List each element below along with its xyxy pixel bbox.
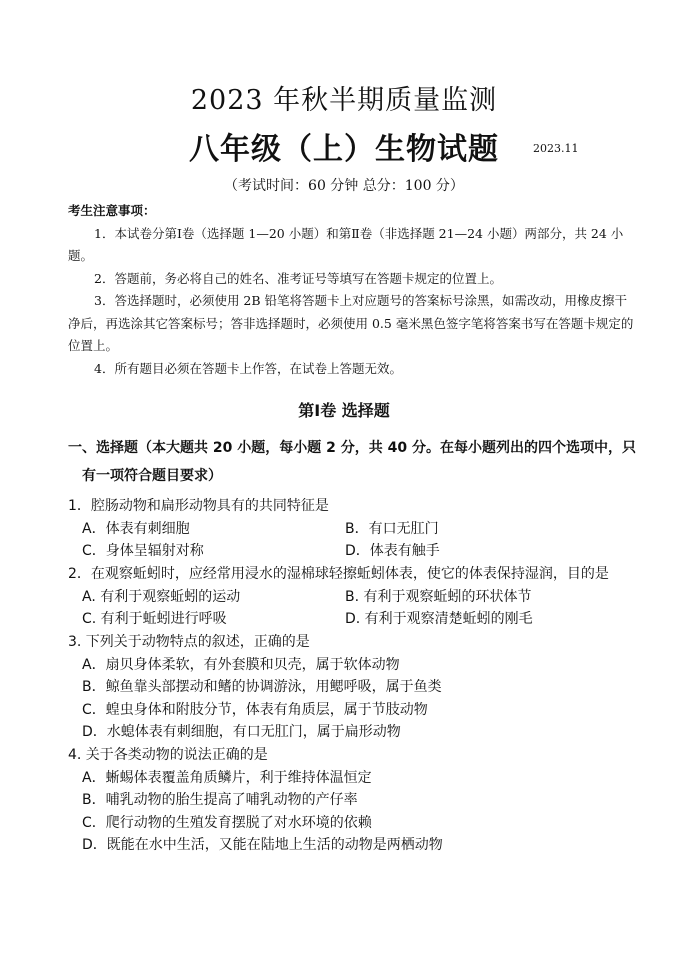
section-title: 第Ⅰ卷 选择题 <box>298 401 390 420</box>
exam-subtitle: 八年级（上）生物试题 <box>189 132 499 167</box>
exam-title: 2023 年秋半期质量监测 <box>190 85 498 116</box>
notice-item-2: 2．答题前，务必将自己的姓名、准考证号等填写在答题卡规定的位置上。 <box>94 270 502 286</box>
question-stem: 1．腔肠动物和扁形动物具有的共同特征是 <box>68 498 329 514</box>
question-1 <box>68 495 638 563</box>
question-2 <box>68 563 638 631</box>
option-c: C．蝗虫身体和附肢分节，体表有角质层，属于节肢动物 <box>82 701 428 718</box>
option-a: A．蜥蜴体表覆盖角质鳞片，利于维持体温恒定 <box>82 769 372 786</box>
option-b: B．哺乳动物的胎生提高了哺乳动物的产仔率 <box>82 792 358 808</box>
option-c: C. 有利于蚯蚓进行呼吸 <box>82 611 227 627</box>
option-a: A．体表有刺细胞 <box>82 520 190 537</box>
option-row <box>68 608 638 631</box>
part-heading <box>68 434 638 490</box>
notice-block <box>68 200 636 380</box>
question-stem: 3. 下列关于动物特点的叙述，正确的是 <box>68 634 310 650</box>
exam-date: 2023.11 <box>533 142 579 155</box>
question-4 <box>68 744 638 857</box>
exam-info: （考试时间：60 分钟 总分：100 分） <box>224 178 464 194</box>
option-d: D．体表有触手 <box>345 543 440 559</box>
notice-item-4: 4．所有题目必须在答题卡上作答，在试卷上答题无效。 <box>94 360 402 376</box>
notice-heading: 考生注意事项： <box>68 203 156 218</box>
option-d: D．水螅体表有刺细胞，有口无肛门，属于扁形动物 <box>82 724 401 740</box>
question-3 <box>68 631 638 744</box>
part-heading-line1: 一、选择题（本大题共 20 小题，每小题 2 分，共 40 分。在每小题列出的四个选项中，只 <box>68 440 636 456</box>
part-heading-line2: 有一项符合题目要求） <box>82 468 222 484</box>
option-row <box>68 518 638 541</box>
notice-item-3: 3．答选择题时，必须使用 2B 铅笔将答题卡上对应题号的答案标号涂黑，如需改动，用橡皮擦干净后，再选涂其它答案标号；答非选择题时，必须使用 0.5 毫米黑色签字笔将答案书写在答题卡规定的位置上。 <box>68 293 634 353</box>
notice-item-1: 1．本试卷分第Ⅰ卷（选择题 1—20 小题）和第Ⅱ卷（非选择题 21—24 小题）两部分，共 24 小题。 <box>68 225 624 263</box>
option-b: B. 有利于观察蚯蚓的环状体节 <box>345 588 532 605</box>
option-a: A. 有利于观察蚯蚓的运动 <box>82 588 241 605</box>
option-b: B．鲸鱼靠头部摆动和鳍的协调游泳，用鳃呼吸，属于鱼类 <box>82 679 442 695</box>
question-stem: 2．在观察蚯蚓时，应经常用浸水的湿棉球轻擦蚯蚓体表，使它的体表保持湿润，目的是 <box>68 566 609 582</box>
option-d: D．既能在水中生活，又能在陆地上生活的动物是两栖动物 <box>82 837 443 853</box>
option-d: D. 有利于观察清楚蚯蚓的刚毛 <box>345 611 533 627</box>
option-row <box>68 586 638 609</box>
option-c: C．身体呈辐射对称 <box>82 543 204 559</box>
option-a: A．扇贝身体柔软，有外套膜和贝壳，属于软体动物 <box>82 656 400 673</box>
option-row <box>68 540 638 563</box>
option-c: C．爬行动物的生殖发育摆脱了对水环境的依赖 <box>82 814 372 831</box>
option-b: B．有口无肛门 <box>345 520 439 537</box>
question-stem: 4. 关于各类动物的说法正确的是 <box>68 747 268 763</box>
